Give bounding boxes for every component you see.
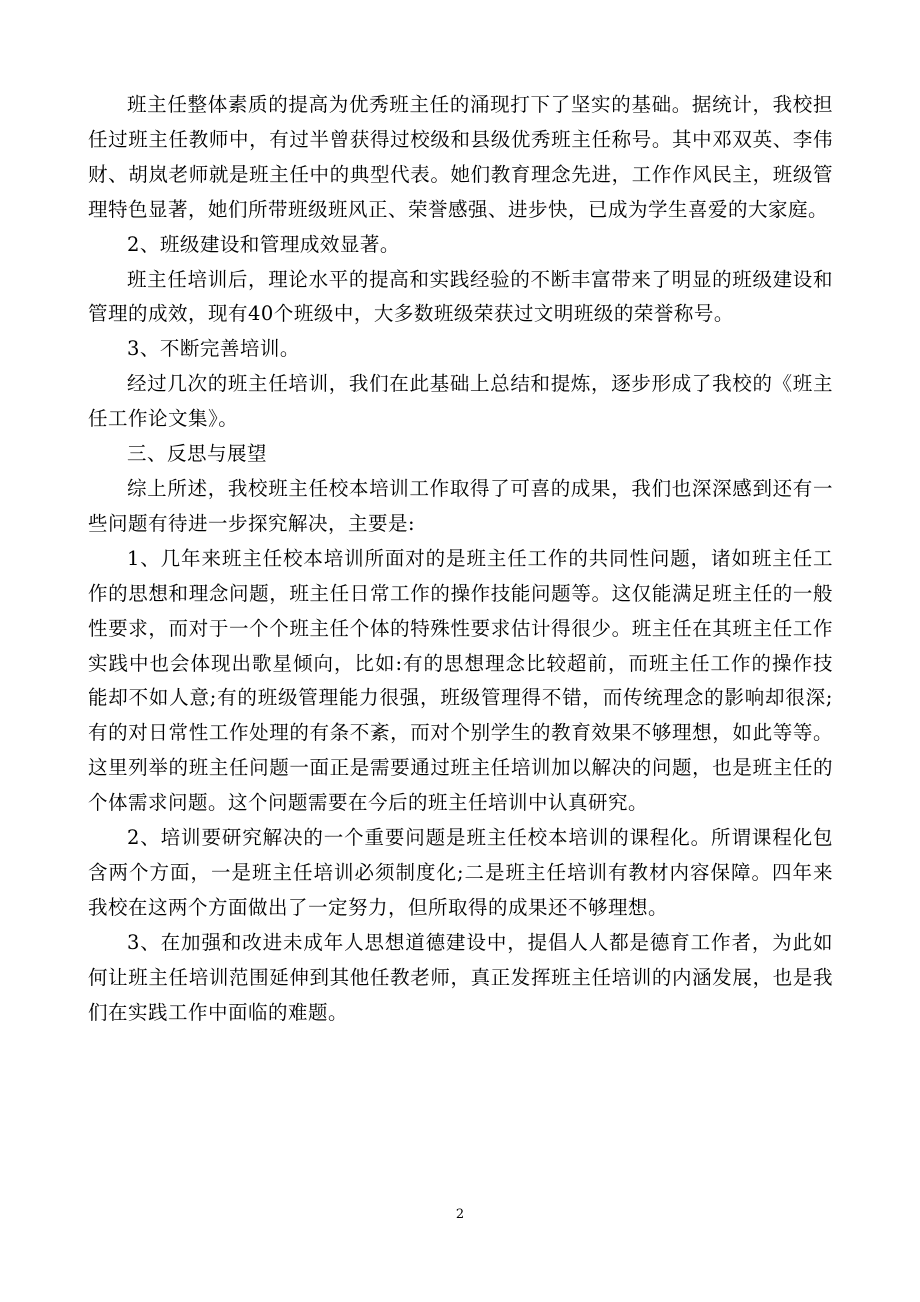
paragraph-5: 经过几次的班主任培训，我们在此基础上总结和提炼，逐步形成了我校的《班主任工作论文集》。 <box>88 372 833 431</box>
page-number: 2 <box>455 1207 465 1222</box>
paragraph-9: 2、培训要研究解决的一个重要问题是班主任校本培训的课程化。所谓课程化包含两个方面，一是班主任培训必须制度化;二是班主任培训有教材内容保障。四年来我校在这两个方面做出了一定努力，但所取得的成果还不够理想。 <box>88 826 833 919</box>
paragraph-2: 2、班级建设和管理成效显著。 <box>127 232 400 256</box>
paragraph-1: 班主任整体素质的提高为优秀班主任的涌现打下了坚实的基础。据统计，我校担任过班主任教师中，有过半曾获得过校级和县级优秀班主任称号。其中邓双英、李伟财、胡岚老师就是班主任中的典型代表。她们教育理念先进，工作作风民主，班级管理特色显著，她们所带班级班风正、荣誉感强、进步快，已成为学生喜爱的大家庭。 <box>88 93 833 221</box>
paragraph-8: 1、几年来班主任校本培训所面对的是班主任工作的共同性问题，诸如班主任工作的思想和理念问题，班主任日常工作的操作技能问题等。这仅能满足班主任的一般性要求，而对于一个个班主任个体的特殊性要求估计得很少。班主任在其班主任工作实践中也会体现出歌星倾向，比如:有的思想理念比较超前，而班主任工作的操作技能却不如人意;有的班级管理能力很强，班级管理得不错，而传统理念的影响却很深;有的对日常性工作处理的有条不紊，而对个别学生的教育效果不够理想，如此等等。这里列举的班主任问题一面正是需要通过班主任培训加以解决的问题，也是班主任的个体需求问题。这个问题需要在今后的班主任培训中认真研究。 <box>88 546 833 815</box>
paragraph-4: 3、不断完善培训。 <box>127 337 300 361</box>
paragraph-3: 班主任培训后，理论水平的提高和实践经验的不断丰富带来了明显的班级建设和管理的成效，现有40个班级中，大多数班级荣获过文明班级的荣誉称号。 <box>88 267 833 326</box>
paragraph-7: 综上所述，我校班主任校本培训工作取得了可喜的成果，我们也深深感到还有一些问题有待进一步探究解决，主要是: <box>88 476 833 535</box>
document-body <box>88 88 833 1030</box>
section-heading: 三、反思与展望 <box>127 442 268 466</box>
paragraph-10: 3、在加强和改进未成年人思想道德建设中，提倡人人都是德育工作者，为此如何让班主任培训范围延伸到其他任教老师，真正发挥班主任培训的内涵发展，也是我们在实践工作中面临的难题。 <box>88 930 833 1024</box>
